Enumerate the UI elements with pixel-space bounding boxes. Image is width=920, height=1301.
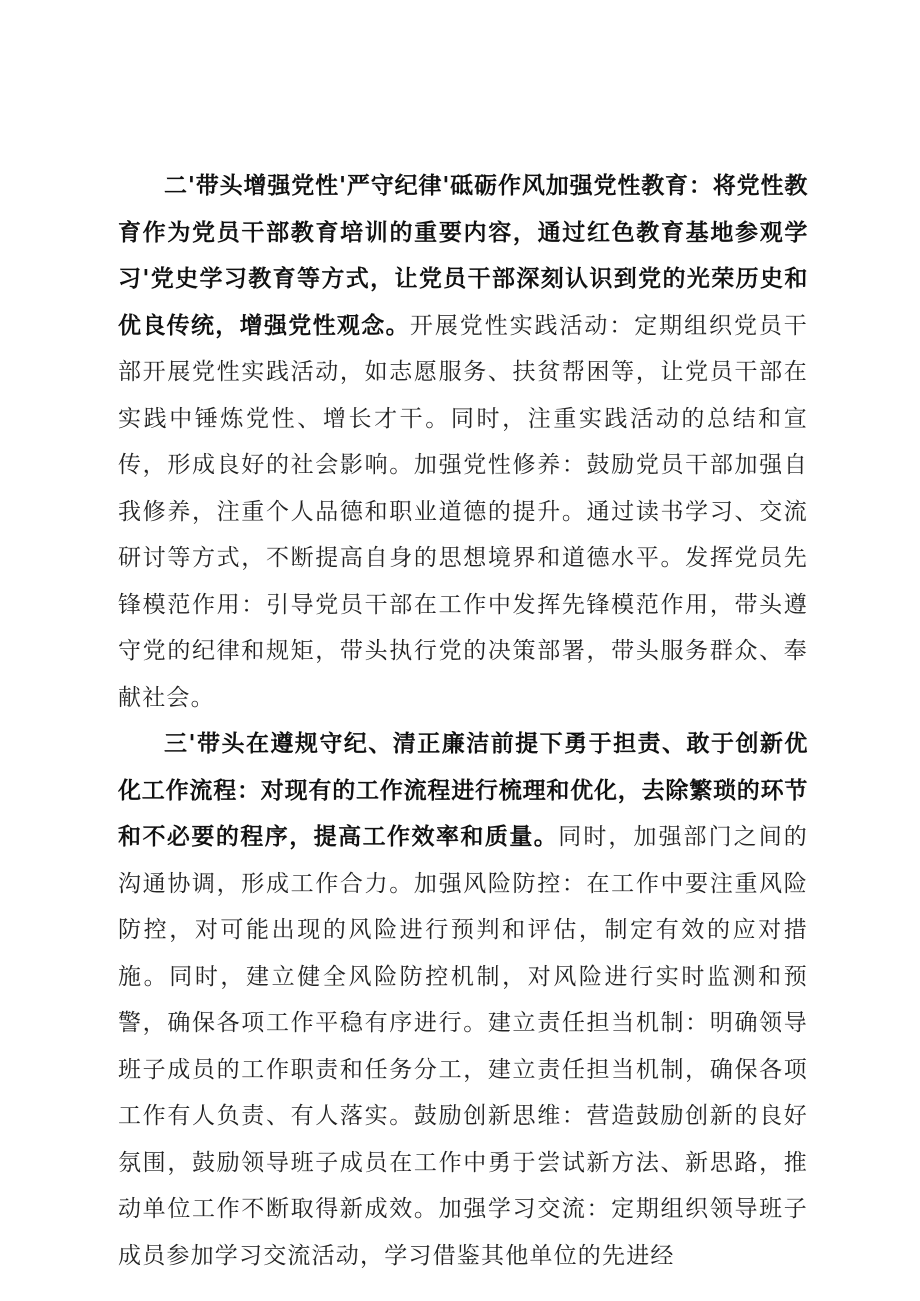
section-three-body-text: 同时，加强部门之间的沟通协调，形成工作合力。加强风险防控：在工作中要注重风险防控，对可能出现的风险进行预判和评估，制定有效的应对措施。同时，建立健全风险防控机制，对风险进行实时监测和预警，确保各项工作平稳有序进行。建立责任担当机制：明确领导班子成员的工作职责和任务分工，建立责任担当机制，确保各项工作有人负责、有人落实。鼓励创新思维：营造鼓励创新的良好氛围，鼓励领导班子成员在工作中勇于尝试新方法、新思路，推动单位工作不断取得新成效。加强学习交流：定期组织领导班子成员参加学习交流活动，学习借鉴其他单位的先进经 xyxy=(118,824,808,1269)
paragraph-section-three xyxy=(118,721,808,1279)
section-two-body-text: 开展党性实践活动：定期组织党员干部开展党性实践活动，如志愿服务、扶贫帮困等，让党员干部在实践中锤炼党性、增长才干。同时，注重实践活动的总结和宣传，形成良好的社会影响。加强党性修养：鼓励党员干部加强自我修养，注重个人品德和职业道德的提升。通过读书学习、交流研讨等方式，不断提高自身的思想境界和道德水平。发挥党员先锋模范作用：引导党员干部在工作中发挥先锋模范作用，带头遵守党的纪律和规矩，带头执行党的决策部署，带头服务群众、奉献社会。 xyxy=(118,312,809,711)
paragraph-section-two xyxy=(118,163,808,721)
document-body xyxy=(118,163,808,1279)
section-three-heading-text: 三'带头在遵规守纪、清正廉洁前提下勇于担责、敢于创新优化工作流程：对现有的工作流程进行梳理和优化，去除繁琐的环节和不必要的程序，提高工作效率和质量。 xyxy=(118,731,808,850)
section-two-heading-text: 二'带头增强党性'严守纪律'砥砺作风加强党性教育：将党性教育作为党员干部教育培训的重要内容，通过红色教育基地参观学习'党史学习教育等方式，让党员干部深刻认识到党的光荣历史和优良传统，增强党性观念。 xyxy=(118,173,808,339)
